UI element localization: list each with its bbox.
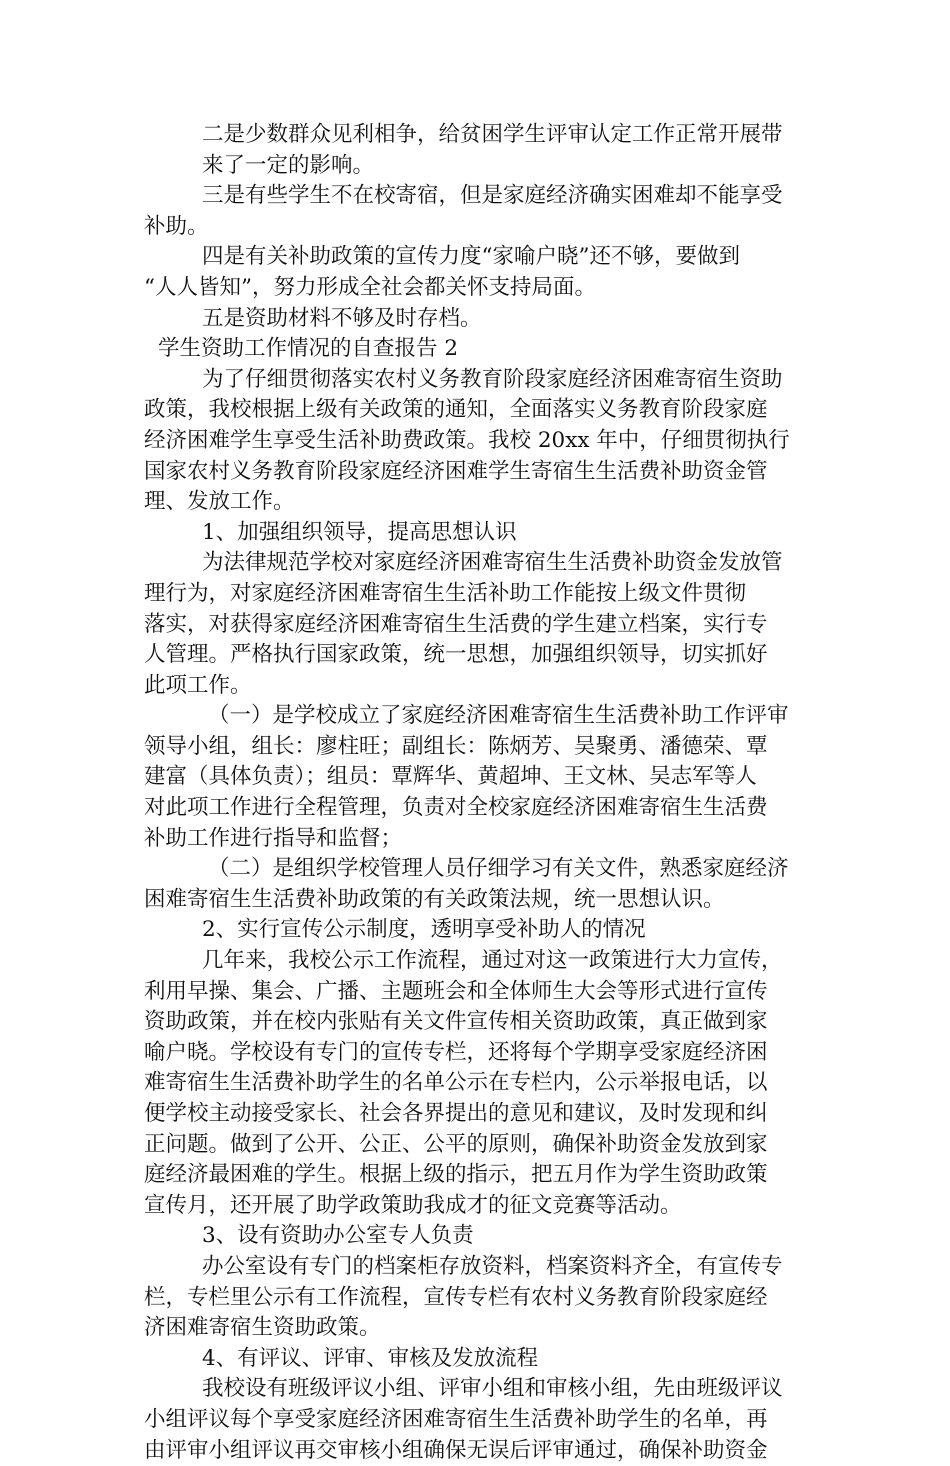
text-line: 为了仔细贯彻落实农村义务教育阶段家庭经济困难寄宿生资助	[202, 366, 783, 392]
section-heading: 1、加强组织领导，提高思想认识	[202, 519, 517, 545]
text-line: 政策，我校根据上级有关政策的通知，全面落实义务教育阶段家庭	[144, 397, 768, 423]
text-line: 困难寄宿生生活费补助政策的有关政策法规，统一思想认识。	[144, 886, 725, 912]
text-line: 济困难寄宿生资助政策。	[144, 1315, 381, 1341]
text-line: 经济困难学生享受生活补助费政策。我校 20xx 年中，仔细贯彻执行	[144, 427, 790, 453]
text-line: （二）是组织学校管理人员仔细学习有关文件，熟悉家庭经济	[208, 856, 789, 882]
text-line: 由评审小组评议再交审核小组确保无误后评审通过，确保补助资金	[144, 1437, 768, 1463]
text-line: 办公室设有专门的档案柜存放资料，档案资料齐全，有宣传专	[202, 1253, 783, 1279]
text-line: 资助政策，并在校内张贴有关文件宣传相关资助政策，真正做到家	[144, 1009, 768, 1035]
text-line: 喻户晓。学校设有专门的宣传专栏，还将每个学期享受家庭经济困	[144, 1039, 768, 1065]
text-line: 建富（具体负责）；组员：覃辉华、黄超坤、王文林、吴志军等人	[144, 764, 757, 790]
text-line: 便学校主动接受家长、社会各界提出的意见和建议，及时发现和纠	[144, 1101, 768, 1126]
text-line: 五是资助材料不够及时存档。	[202, 305, 482, 331]
text-line: 三是有些学生不在校寄宿，但是家庭经济确实困难却不能享受	[202, 183, 783, 209]
text-line: （一）是学校成立了家庭经济困难寄宿生生活费补助工作评审	[208, 703, 789, 729]
document-page	[144, 120, 808, 1466]
text-line: 利用早操、集会、广播、主题班会和全体师生大会等形式进行宣传	[144, 978, 768, 1004]
text-line: 正问题。做到了公开、公正、公平的原则，确保补助资金发放到家	[144, 1131, 768, 1157]
text-line: 庭经济最困难的学生。根据上级的指示，把五月作为学生资助政策	[144, 1162, 768, 1188]
section-heading: 3、设有资助办公室专人负责	[202, 1223, 474, 1249]
text-line: 栏，专栏里公示有工作流程，宣传专栏有农村义务教育阶段家庭经	[144, 1284, 768, 1310]
text-line: 为法律规范学校对家庭经济困难寄宿生生活费补助资金发放管	[202, 550, 783, 576]
text-line: 来了一定的影响。	[202, 152, 375, 178]
text-line: 补助工作进行指导和监督；	[144, 825, 403, 851]
text-line: 几年来，我校公示工作流程，通过对这一政策进行大力宣传，	[202, 948, 783, 974]
text-line: 理行为，对家庭经济困难寄宿生生活补助工作能按上级文件贯彻	[144, 580, 747, 606]
section-heading: 2、实行宣传公示制度，透明享受补助人的情况	[202, 917, 646, 943]
section-heading: 4、有评议、评审、审核及发放流程	[202, 1345, 539, 1371]
text-line: 领导小组，组长：廖柱旺；副组长：陈炳芳、吴聚勇、潘德荣、覃	[144, 733, 768, 759]
text-line: 人管理。严格执行国家政策，统一思想，加强组织领导，切实抓好	[144, 642, 768, 668]
text-line: 难寄宿生生活费补助学生的名单公示在专栏内，公示举报电话，以	[144, 1070, 768, 1096]
text-line: 国家农村义务教育阶段家庭经济困难学生寄宿生生活费补助资金管	[144, 458, 768, 484]
text-line: 小组评议每个享受家庭经济困难寄宿生生活费补助学生的名单，再	[144, 1406, 768, 1432]
text-line: 补助。	[144, 213, 209, 239]
text-line: 此项工作。	[144, 672, 252, 698]
text-line: 对此项工作进行全程管理，负责对全校家庭经济困难寄宿生生活费	[144, 795, 768, 821]
text-line: 理、发放工作。	[144, 489, 295, 515]
text-line: 落实，对获得家庭经济困难寄宿生生活费的学生建立档案，实行专	[144, 611, 768, 637]
text-line: 二是少数群众见利相争，给贫困学生评审认定工作正常开展带	[202, 122, 783, 147]
text-line: “人人皆知”，努力形成全社会都关怀支持局面。	[144, 274, 596, 300]
text-line: 宣传月，还开展了助学政策助我成才的征文竞赛等活动。	[144, 1192, 682, 1218]
text-line: 四是有关补助政策的宣传力度“家喻户晓”还不够，要做到	[202, 244, 740, 270]
section-title: 学生资助工作情况的自查报告 2	[158, 336, 459, 362]
text-line: 我校设有班级评议小组、评审小组和审核小组，先由班级评议	[202, 1376, 783, 1402]
